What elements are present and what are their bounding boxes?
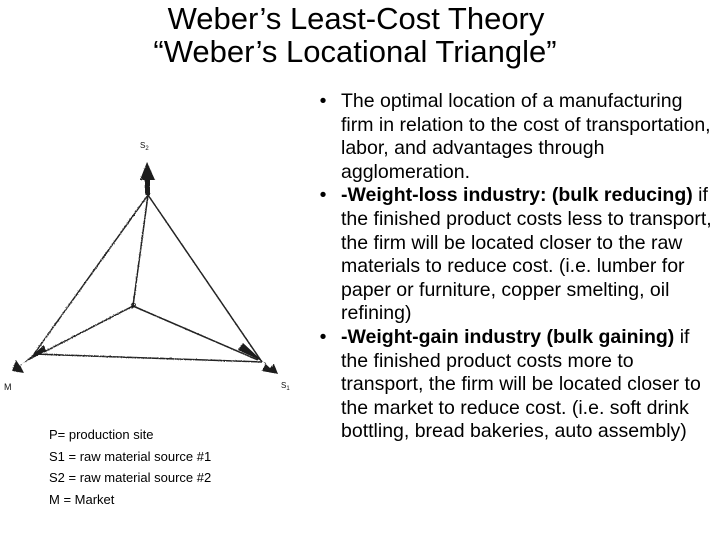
bullet-weight-loss xyxy=(305,184,719,326)
bullet-marker: • xyxy=(319,184,327,207)
spoke-p-m xyxy=(44,306,133,352)
label-s2: $S_2$ xyxy=(140,141,149,152)
label-p: P xyxy=(131,302,137,311)
bullet-lead-weight-loss: -Weight-loss industry: (bulk reducing) xyxy=(341,184,693,207)
legend-item-raw-material-2: S2 = raw material source #2 xyxy=(49,470,212,485)
arrow-right-s1 xyxy=(238,343,278,374)
bullet-text: if the finished product costs more to transport, the firm will be located closer to the market to reduce cost. (i.e. soft drink bottling, bread bakeries, auto assembly) xyxy=(341,325,701,443)
diagram-legend xyxy=(49,424,211,510)
label-m: M xyxy=(4,382,12,392)
arrow-left-m xyxy=(12,345,46,373)
bullet-lead-weight-gain: -Weight-gain industry (bulk gaining) xyxy=(341,325,675,348)
locational-triangle-diagram xyxy=(0,130,300,395)
triangle-edge-s2-m xyxy=(34,195,148,354)
bullet-marker: • xyxy=(319,90,327,112)
bullet-weight-gain xyxy=(305,326,719,444)
bullet-optimal-location xyxy=(305,90,719,184)
label-s1: $S_1$ xyxy=(281,381,290,392)
bullet-list xyxy=(305,90,719,444)
legend-item-raw-material-1: S1 = raw material source #1 xyxy=(49,448,212,464)
bullet-marker: • xyxy=(319,325,327,348)
bullet-text: The optimal location of a manufacturing firm in relation to the cost of transportation, labor, and advantages through agglomeration. xyxy=(341,90,711,183)
title-line-1: Weber’s Least-Cost Theory xyxy=(167,1,545,36)
spoke-p-s1 xyxy=(133,306,258,360)
arrow-up-s2 xyxy=(140,162,155,195)
legend-item-market: M = Market xyxy=(49,491,115,507)
legend-item-production-site: P= production site xyxy=(49,427,154,442)
title-line-2: “Weber’s Locational Triangle” xyxy=(153,34,557,69)
bullet-text: if the finished product costs less to transport, the firm will be located closer to the raw materials to reduce cost. (i.e. lumber for paper or furniture, copper smelting, oil refining) xyxy=(341,184,712,325)
triangle-edge-m-s1 xyxy=(34,354,262,362)
slide-title xyxy=(0,2,720,68)
